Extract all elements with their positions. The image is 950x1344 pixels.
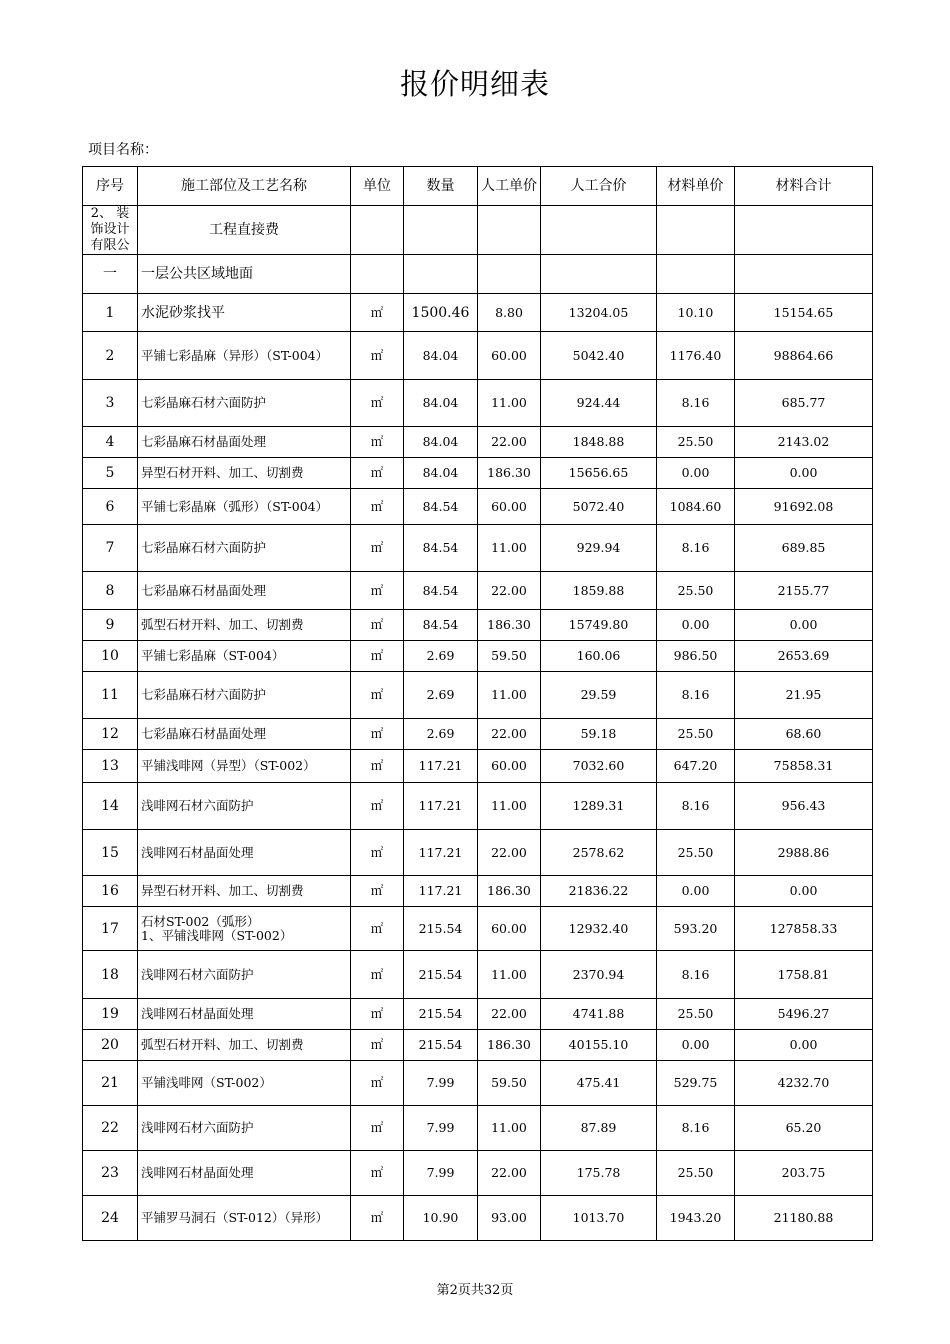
cell-mat-price: 8.16: [657, 525, 735, 572]
table-row: [83, 1061, 873, 1106]
cell-labor-price: 22.00: [478, 572, 541, 610]
cell-qty: 7.99: [404, 1106, 478, 1151]
cell-mat-total: 0.00: [735, 1030, 873, 1061]
cell-unit: ㎡: [351, 783, 404, 830]
cell-mat-total: 127858.33: [735, 907, 873, 951]
cell-labor-price: 59.50: [478, 641, 541, 672]
table-row: [83, 1030, 873, 1061]
cell-qty: 117.21: [404, 750, 478, 783]
quote-table: [82, 166, 873, 1241]
cell-unit: ㎡: [351, 332, 404, 380]
cell-mat-price: 25.50: [657, 999, 735, 1030]
cell-mat-total: 2155.77: [735, 572, 873, 610]
cell-mat-total: 21180.88: [735, 1196, 873, 1241]
cell-labor-price: 11.00: [478, 525, 541, 572]
cell-mat-price: 986.50: [657, 641, 735, 672]
cell-labor-total: 1289.31: [541, 783, 657, 830]
cell-mat-price: 647.20: [657, 750, 735, 783]
cell-unit: ㎡: [351, 380, 404, 427]
cell-labor-price: 22.00: [478, 719, 541, 750]
table-row: [83, 427, 873, 458]
cell-unit: ㎡: [351, 1151, 404, 1196]
cell-unit: ㎡: [351, 458, 404, 489]
cell-mat-price: 8.16: [657, 380, 735, 427]
table-row: [83, 672, 873, 719]
cell-seq: 5: [83, 458, 138, 489]
cell-labor-total: 15656.65: [541, 458, 657, 489]
cell-name: 平铺七彩晶麻（ST-004）: [138, 641, 351, 672]
cell-seq: 10: [83, 641, 138, 672]
table-row: [83, 719, 873, 750]
cell-unit: ㎡: [351, 1106, 404, 1151]
cell-mat-total: 689.85: [735, 525, 873, 572]
cell-mat-price: 25.50: [657, 427, 735, 458]
cell-qty: 1500.46: [404, 294, 478, 332]
cell-labor-price: 11.00: [478, 672, 541, 719]
cell-labor-price: 11.00: [478, 380, 541, 427]
cell-labor-total: 21836.22: [541, 876, 657, 907]
cell-mat-total: 2143.02: [735, 427, 873, 458]
cell-name: 石材ST-002（弧形） 1、平铺浅啡网（ST-002）: [138, 907, 351, 951]
cell-labor-price: 11.00: [478, 951, 541, 999]
table-row: [83, 750, 873, 783]
cell-mat-price: 25.50: [657, 572, 735, 610]
cell-labor-price: 22.00: [478, 427, 541, 458]
cell-name: 浅啡网石材六面防护: [138, 783, 351, 830]
cell-seq: 13: [83, 750, 138, 783]
cell-labor-price: 8.80: [478, 294, 541, 332]
header-qty: 数量: [404, 167, 478, 206]
cell-unit: ㎡: [351, 641, 404, 672]
cell-mat-price: 0.00: [657, 876, 735, 907]
cell-mat-price: 0.00: [657, 458, 735, 489]
cell-qty: 2.69: [404, 719, 478, 750]
cell-labor-total: 5042.40: [541, 332, 657, 380]
table-row: [83, 525, 873, 572]
cell-labor-total: 59.18: [541, 719, 657, 750]
cell-labor-price: 11.00: [478, 1106, 541, 1151]
cell-qty: 84.04: [404, 427, 478, 458]
cell-name: 七彩晶麻石材晶面处理: [138, 427, 351, 458]
table-row: [83, 783, 873, 830]
cell-mat-price: 1943.20: [657, 1196, 735, 1241]
header-row: [83, 167, 873, 206]
cell-name: 平铺浅啡网（ST-002）: [138, 1061, 351, 1106]
table-row: [83, 641, 873, 672]
cell-seq: 20: [83, 1030, 138, 1061]
cell-mat-price: 25.50: [657, 1151, 735, 1196]
cell-mat-total: 2653.69: [735, 641, 873, 672]
cell-labor-price: 22.00: [478, 999, 541, 1030]
header-unit: 单位: [351, 167, 404, 206]
cell-mat-total: 98864.66: [735, 332, 873, 380]
cell-qty: 215.54: [404, 907, 478, 951]
cell-labor-price: 93.00: [478, 1196, 541, 1241]
cell-unit: ㎡: [351, 489, 404, 525]
cell-mat-total: 2988.86: [735, 830, 873, 876]
table-row: [83, 907, 873, 951]
cell-name: 平铺七彩晶麻（弧形）（ST-004）: [138, 489, 351, 525]
cell-qty: 84.04: [404, 458, 478, 489]
cell-mat-total: 75858.31: [735, 750, 873, 783]
header-seq: 序号: [83, 167, 138, 206]
cell-labor-total: 15749.80: [541, 610, 657, 641]
cell-name: 弧型石材开料、加工、切割费: [138, 1030, 351, 1061]
page-number: 第2页共32页: [436, 1283, 514, 1298]
direct-cost-name: 工程直接费: [138, 206, 351, 255]
table-row: [83, 458, 873, 489]
table-row: [83, 999, 873, 1030]
cell-mat-total: 956.43: [735, 783, 873, 830]
cell-unit: ㎡: [351, 907, 404, 951]
cell-mat-total: 4232.70: [735, 1061, 873, 1106]
cell-name: 浅啡网石材晶面处理: [138, 1151, 351, 1196]
cell-seq: 9: [83, 610, 138, 641]
cell-qty: 10.90: [404, 1196, 478, 1241]
cell-qty: 117.21: [404, 830, 478, 876]
cell-qty: 117.21: [404, 876, 478, 907]
cell-mat-price: 8.16: [657, 951, 735, 999]
cell-seq: 16: [83, 876, 138, 907]
cell-labor-total: 5072.40: [541, 489, 657, 525]
cell-name: 弧型石材开料、加工、切割费: [138, 610, 351, 641]
cell-mat-price: 25.50: [657, 719, 735, 750]
cell-seq: 3: [83, 380, 138, 427]
cell-mat-price: 10.10: [657, 294, 735, 332]
table-row: [83, 830, 873, 876]
cell-unit: ㎡: [351, 1196, 404, 1241]
header-labor-price: 人工单价: [478, 167, 541, 206]
cell-unit: ㎡: [351, 750, 404, 783]
cell-seq: 15: [83, 830, 138, 876]
cell-qty: 7.99: [404, 1061, 478, 1106]
cell-name: 平铺浅啡网（异型）（ST-002）: [138, 750, 351, 783]
cell-labor-total: 29.59: [541, 672, 657, 719]
cell-unit: ㎡: [351, 999, 404, 1030]
cell-qty: 84.54: [404, 525, 478, 572]
cell-labor-price: 186.30: [478, 876, 541, 907]
cell-unit: ㎡: [351, 951, 404, 999]
cell-labor-total: 87.89: [541, 1106, 657, 1151]
cell-name: 浅啡网石材晶面处理: [138, 830, 351, 876]
table-row: [83, 332, 873, 380]
cell-labor-total: 4741.88: [541, 999, 657, 1030]
cell-name: 异型石材开料、加工、切割费: [138, 458, 351, 489]
cell-name: 七彩晶麻石材六面防护: [138, 380, 351, 427]
cell-labor-price: 60.00: [478, 907, 541, 951]
cell-qty: 84.54: [404, 489, 478, 525]
header-mat-price: 材料单价: [657, 167, 735, 206]
cell-mat-total: 91692.08: [735, 489, 873, 525]
cell-mat-total: 15154.65: [735, 294, 873, 332]
cell-mat-total: 685.77: [735, 380, 873, 427]
cell-mat-price: 0.00: [657, 1030, 735, 1061]
table-row: [83, 294, 873, 332]
cell-labor-price: 60.00: [478, 489, 541, 525]
cell-mat-total: 0.00: [735, 610, 873, 641]
cell-name: 七彩晶麻石材六面防护: [138, 672, 351, 719]
cell-mat-price: 8.16: [657, 1106, 735, 1151]
cell-mat-price: 8.16: [657, 672, 735, 719]
cell-labor-total: 175.78: [541, 1151, 657, 1196]
table-row: [83, 1196, 873, 1241]
cell-seq: 4: [83, 427, 138, 458]
cell-seq: 23: [83, 1151, 138, 1196]
cell-labor-total: 924.44: [541, 380, 657, 427]
cell-mat-price: 593.20: [657, 907, 735, 951]
cell-labor-price: 186.30: [478, 458, 541, 489]
table-row: [83, 489, 873, 525]
cell-labor-total: 475.41: [541, 1061, 657, 1106]
header-labor-total: 人工合价: [541, 167, 657, 206]
table-row: [83, 610, 873, 641]
cell-labor-total: 7032.60: [541, 750, 657, 783]
header-name: 施工部位及工艺名称: [138, 167, 351, 206]
cell-mat-price: 8.16: [657, 783, 735, 830]
cell-name: 浅啡网石材六面防护: [138, 1106, 351, 1151]
cell-name: 平铺罗马洞石（ST-012）（异形）: [138, 1196, 351, 1241]
cell-mat-price: 1176.40: [657, 332, 735, 380]
cell-mat-total: 5496.27: [735, 999, 873, 1030]
cell-labor-total: 1848.88: [541, 427, 657, 458]
cell-name: 异型石材开料、加工、切割费: [138, 876, 351, 907]
direct-cost-row: [83, 206, 873, 255]
section-row: [83, 255, 873, 294]
cell-mat-total: 0.00: [735, 876, 873, 907]
cell-mat-price: 529.75: [657, 1061, 735, 1106]
cell-name: 七彩晶麻石材六面防护: [138, 525, 351, 572]
cell-seq: 2: [83, 332, 138, 380]
cell-seq: 19: [83, 999, 138, 1030]
cell-mat-total: 21.95: [735, 672, 873, 719]
cell-mat-total: 1758.81: [735, 951, 873, 999]
cell-mat-price: 0.00: [657, 610, 735, 641]
direct-cost-seq: 2、 装饰设计有限公: [83, 206, 138, 255]
cell-labor-price: 60.00: [478, 332, 541, 380]
cell-seq: 8: [83, 572, 138, 610]
cell-labor-total: 13204.05: [541, 294, 657, 332]
cell-labor-total: 1013.70: [541, 1196, 657, 1241]
cell-name: 平铺七彩晶麻（异形）（ST-004）: [138, 332, 351, 380]
cell-seq: 12: [83, 719, 138, 750]
project-name-label: 项目名称：: [88, 142, 158, 158]
cell-labor-total: 1859.88: [541, 572, 657, 610]
cell-labor-price: 186.30: [478, 1030, 541, 1061]
cell-labor-total: 2578.62: [541, 830, 657, 876]
cell-unit: ㎡: [351, 1061, 404, 1106]
cell-seq: 22: [83, 1106, 138, 1151]
cell-labor-price: 186.30: [478, 610, 541, 641]
cell-qty: 84.54: [404, 610, 478, 641]
cell-qty: 84.54: [404, 572, 478, 610]
cell-labor-price: 22.00: [478, 1151, 541, 1196]
cell-qty: 215.54: [404, 951, 478, 999]
cell-seq: 1: [83, 294, 138, 332]
cell-mat-total: 65.20: [735, 1106, 873, 1151]
cell-mat-price: 25.50: [657, 830, 735, 876]
cell-unit: ㎡: [351, 719, 404, 750]
cell-unit: ㎡: [351, 1030, 404, 1061]
cell-unit: ㎡: [351, 572, 404, 610]
cell-labor-price: 59.50: [478, 1061, 541, 1106]
cell-labor-price: 11.00: [478, 783, 541, 830]
cell-unit: ㎡: [351, 876, 404, 907]
cell-labor-total: 2370.94: [541, 951, 657, 999]
table-row: [83, 572, 873, 610]
table-row: [83, 380, 873, 427]
cell-unit: ㎡: [351, 294, 404, 332]
cell-labor-total: 929.94: [541, 525, 657, 572]
table-row: [83, 951, 873, 999]
cell-seq: 14: [83, 783, 138, 830]
cell-qty: 7.99: [404, 1151, 478, 1196]
cell-unit: ㎡: [351, 525, 404, 572]
cell-unit: ㎡: [351, 672, 404, 719]
cell-labor-total: 40155.10: [541, 1030, 657, 1061]
cell-labor-price: 22.00: [478, 830, 541, 876]
cell-name: 七彩晶麻石材晶面处理: [138, 572, 351, 610]
cell-seq: 18: [83, 951, 138, 999]
cell-name: 浅啡网石材晶面处理: [138, 999, 351, 1030]
cell-name: 七彩晶麻石材晶面处理: [138, 719, 351, 750]
section-seq: 一: [83, 255, 138, 294]
table-row: [83, 1151, 873, 1196]
cell-seq: 24: [83, 1196, 138, 1241]
cell-unit: ㎡: [351, 427, 404, 458]
cell-mat-total: 68.60: [735, 719, 873, 750]
cell-unit: ㎡: [351, 610, 404, 641]
cell-mat-total: 0.00: [735, 458, 873, 489]
cell-qty: 2.69: [404, 672, 478, 719]
cell-seq: 7: [83, 525, 138, 572]
cell-mat-price: 1084.60: [657, 489, 735, 525]
section-name: 一层公共区域地面: [138, 255, 351, 294]
cell-qty: 215.54: [404, 1030, 478, 1061]
cell-qty: 2.69: [404, 641, 478, 672]
cell-name: 水泥砂浆找平: [138, 294, 351, 332]
cell-qty: 84.04: [404, 380, 478, 427]
cell-seq: 17: [83, 907, 138, 951]
table-row: [83, 1106, 873, 1151]
cell-mat-total: 203.75: [735, 1151, 873, 1196]
cell-name: 浅啡网石材六面防护: [138, 951, 351, 999]
table-row: [83, 876, 873, 907]
cell-seq: 11: [83, 672, 138, 719]
cell-seq: 21: [83, 1061, 138, 1106]
page-title: 报价明细表: [399, 67, 550, 101]
cell-unit: ㎡: [351, 830, 404, 876]
cell-labor-total: 160.06: [541, 641, 657, 672]
cell-seq: 6: [83, 489, 138, 525]
cell-qty: 117.21: [404, 783, 478, 830]
cell-labor-price: 60.00: [478, 750, 541, 783]
header-mat-total: 材料合计: [735, 167, 873, 206]
cell-qty: 215.54: [404, 999, 478, 1030]
cell-qty: 84.04: [404, 332, 478, 380]
cell-labor-total: 12932.40: [541, 907, 657, 951]
